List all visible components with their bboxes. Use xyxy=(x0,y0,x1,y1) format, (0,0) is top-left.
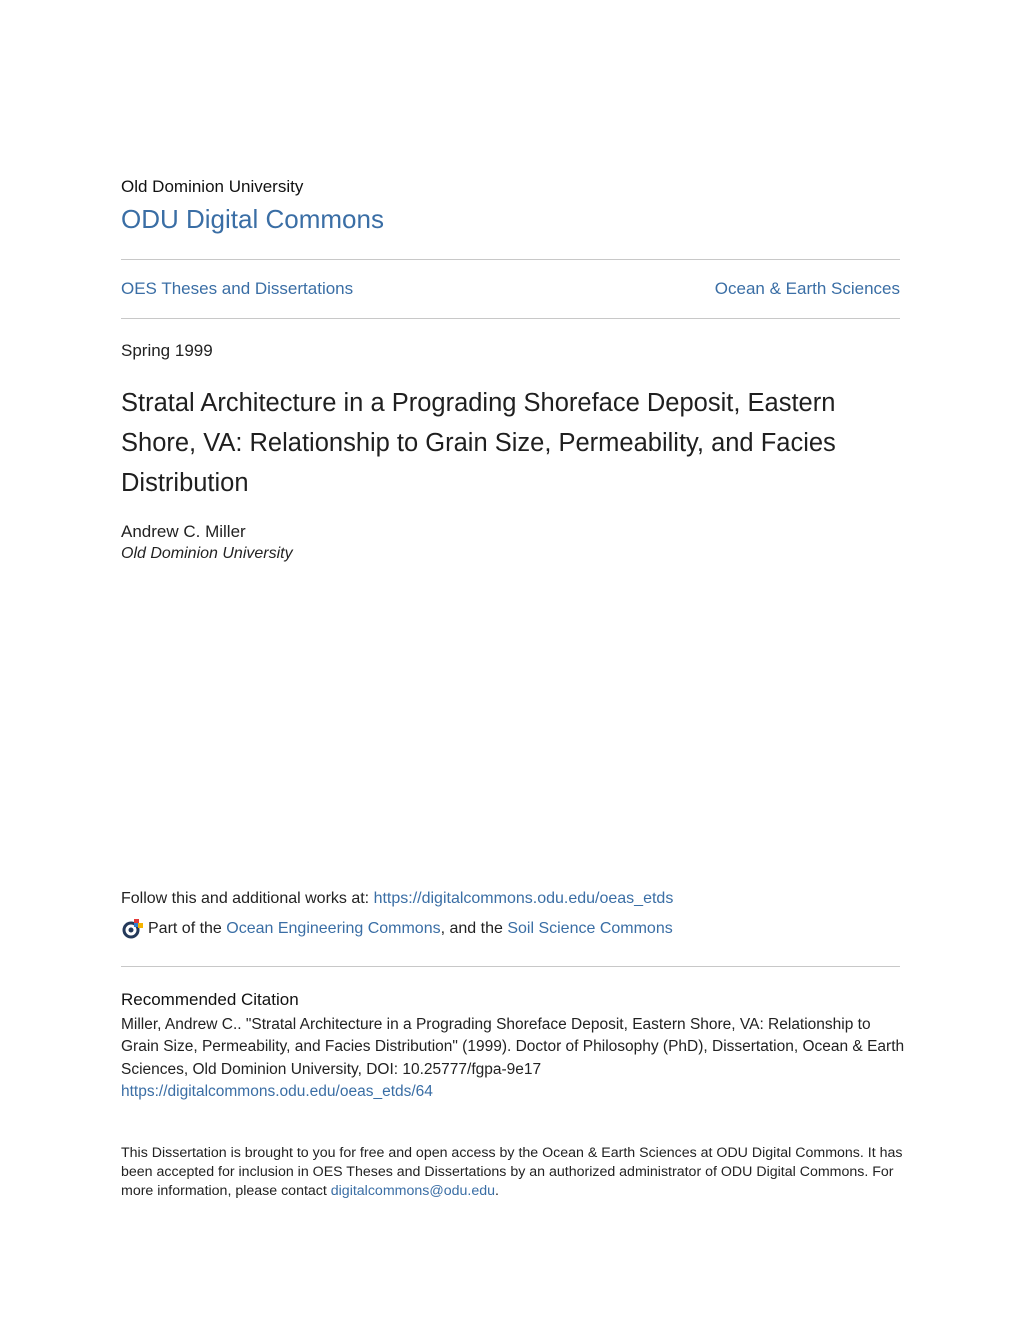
follow-line xyxy=(121,890,673,908)
ocean-engineering-commons-link[interactable]: Ocean Engineering Commons xyxy=(226,920,441,937)
citation-url-link[interactable]: https://digitalcommons.odu.edu/oeas_etds/64 xyxy=(121,1082,433,1100)
author-affiliation: Old Dominion University xyxy=(121,545,293,562)
department-link[interactable]: Ocean & Earth Sciences xyxy=(714,279,900,298)
collection-url-link[interactable]: https://digitalcommons.odu.edu/oeas_etds xyxy=(373,890,674,907)
follow-label: Follow this and additional works at: xyxy=(121,890,374,907)
part-of-prefix: Part of the xyxy=(148,920,227,937)
citation-heading: Recommended Citation xyxy=(121,990,299,1009)
publication-date: Spring 1999 xyxy=(121,341,213,360)
document-title: Stratal Architecture in a Prograding Shoreface Deposit, Eastern Shore, VA: Relationship to Grain Size, Permeability, and Facies Distribution xyxy=(121,389,836,497)
part-of-line xyxy=(121,918,673,940)
divider-series xyxy=(121,318,900,319)
part-of-middle: , and the xyxy=(440,920,508,937)
collection-link[interactable]: OES Theses and Dissertations xyxy=(121,279,354,298)
citation-text: Miller, Andrew C.. "Stratal Architecture in a Prograding Shoreface Deposit, Eastern Shore, VA: Relationship to Grain Size, Permeability, and Facies Distribution" (1999). Doctor of Philosophy (PhD), Dissertation, Ocean & Earth Sciences, Old Dominion University, DOI: 10.25777/fgpa-9e17 xyxy=(121,1016,905,1078)
divider-top xyxy=(121,259,900,260)
access-statement-end: . xyxy=(495,1183,499,1200)
institution-name: Old Dominion University xyxy=(121,177,304,196)
citation-body xyxy=(121,1014,906,1103)
soil-science-commons-link[interactable]: Soil Science Commons xyxy=(507,920,673,937)
access-statement-text: This Dissertation is brought to you for free and open access by the Ocean & Earth Sciences at ODU Digital Commons. It has been accepted for inclusion in OES Theses and Dissertations by an authorized administrator of ODU Digital Commons. For more information, please contact xyxy=(121,1145,903,1200)
contact-email-link[interactable]: digitalcommons@odu.edu xyxy=(330,1183,496,1200)
author-name: Andrew C. Miller xyxy=(121,522,246,541)
repository-link[interactable]: ODU Digital Commons xyxy=(121,204,384,234)
network-icon xyxy=(121,918,143,940)
divider-citation xyxy=(121,966,900,967)
access-statement xyxy=(121,1144,906,1202)
